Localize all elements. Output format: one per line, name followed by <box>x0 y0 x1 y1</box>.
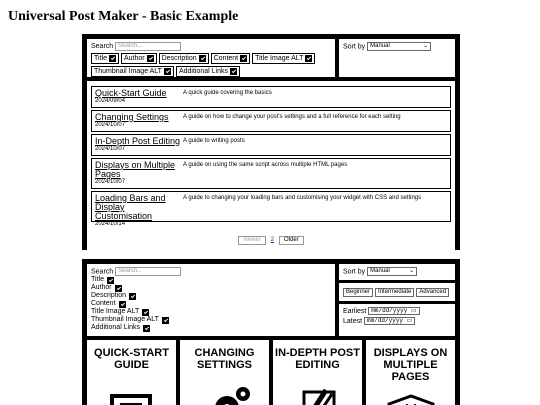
filter-author[interactable]: Author <box>91 284 331 292</box>
date-filter-panel <box>339 304 455 336</box>
checkbox-icon[interactable] <box>240 55 247 62</box>
card-title: IN-DEPTH POST EDITING <box>275 347 360 371</box>
card-title: DISPLAYS ON MULTIPLE PAGES <box>373 347 448 383</box>
filter-title[interactable]: Title <box>91 53 119 64</box>
sort-select[interactable]: Manual ⌄ <box>367 42 431 51</box>
post-description: A guide on how to change your post's settings and a full reference for each setting <box>183 114 401 120</box>
checkbox-icon[interactable] <box>305 55 312 62</box>
filter-title[interactable]: Title <box>91 276 331 284</box>
post-date: 2024/09/04 <box>95 98 126 104</box>
newer-button[interactable]: Newer <box>238 236 265 245</box>
checkbox-icon[interactable] <box>199 55 206 62</box>
post-title-link[interactable]: In-Depth Post Editing <box>95 136 181 146</box>
card-title: CHANGING SETTINGS <box>194 347 255 371</box>
tag-panel <box>339 283 455 301</box>
search-label: Search <box>91 43 114 51</box>
checkbox-icon[interactable] <box>119 301 126 308</box>
filter-chips <box>91 53 331 77</box>
filter-thumbnail-image-alt[interactable]: Thumbnail Image ALT <box>91 316 331 324</box>
checkbox-icon[interactable] <box>230 68 237 75</box>
post-date: 2024/10/07 <box>95 122 126 128</box>
filter-content[interactable]: Content <box>211 53 251 64</box>
pages-icon <box>381 390 441 405</box>
checkbox-icon[interactable] <box>142 309 149 316</box>
checkbox-icon[interactable] <box>147 55 154 62</box>
gear-icon <box>195 382 255 405</box>
sort-panel <box>339 39 455 77</box>
calendar-icon[interactable]: ▭ <box>410 307 417 315</box>
older-button[interactable]: Older <box>279 236 304 245</box>
list-item <box>91 86 451 108</box>
post-card[interactable] <box>366 340 455 405</box>
post-description: A guide to changing your loading bars and customising your widget with CSS and settings <box>183 195 422 201</box>
filter-description[interactable]: Description <box>91 292 331 300</box>
page-number-link[interactable]: 2 <box>270 237 274 243</box>
list-item <box>91 191 451 227</box>
search-panel <box>87 264 335 336</box>
latest-label: Latest <box>343 318 363 325</box>
latest-date-input[interactable]: mm/dd/yyyy ▭ <box>364 317 415 325</box>
chevron-down-icon: ⌄ <box>409 268 415 274</box>
tag-intermediate-button[interactable]: Intermediate <box>375 288 414 297</box>
post-title-link[interactable]: Loading Bars and Display Customisation <box>95 193 166 221</box>
checkbox-icon[interactable] <box>164 68 171 75</box>
checkbox-icon[interactable] <box>143 325 150 332</box>
list-item <box>91 158 451 189</box>
post-title-link[interactable]: Quick-Start Guide <box>95 88 167 98</box>
filter-author[interactable]: Author <box>121 53 157 64</box>
pagination <box>87 233 455 247</box>
post-card[interactable] <box>273 340 362 405</box>
checkbox-icon[interactable] <box>115 285 122 292</box>
list-item <box>91 110 451 132</box>
filter-title-image-alt[interactable]: Title Image ALT <box>252 53 315 64</box>
sort-panel <box>339 264 455 280</box>
search-label: Search <box>91 268 114 276</box>
chevron-down-icon: ⌄ <box>423 43 429 49</box>
filter-additional-links[interactable]: Additional Links <box>91 324 331 332</box>
search-input[interactable]: Search... <box>115 267 181 276</box>
card-title: QUICK-START GUIDE <box>94 347 169 371</box>
sort-label: Sort by <box>343 268 366 276</box>
post-description: A guide to writing posts <box>183 138 245 144</box>
calendar-icon[interactable]: ▭ <box>406 317 413 325</box>
filter-description[interactable]: Description <box>159 53 209 64</box>
filter-additional-links[interactable]: Additional Links <box>176 66 240 77</box>
filter-content[interactable]: Content <box>91 300 331 308</box>
earliest-label: Earliest <box>343 308 367 315</box>
post-description: A guide on using the same script across multiple HTML pages <box>183 162 348 168</box>
checkbox-icon[interactable] <box>129 293 136 300</box>
pencil-icon <box>288 386 348 405</box>
search-input[interactable]: Search... <box>115 42 181 51</box>
post-widget-list <box>82 34 460 250</box>
post-widget-cards <box>82 259 460 405</box>
document-icon <box>102 388 162 405</box>
post-cards <box>87 340 455 405</box>
filter-title-image-alt[interactable]: Title Image ALT <box>91 308 331 316</box>
post-title-link[interactable]: Changing Settings <box>95 112 169 122</box>
list-item <box>91 134 451 156</box>
filter-thumbnail-image-alt[interactable]: Thumbnail Image ALT <box>91 66 174 77</box>
post-card[interactable] <box>180 340 269 405</box>
checkbox-icon[interactable] <box>107 277 114 284</box>
tag-advanced-button[interactable]: Advanced <box>416 288 449 297</box>
sort-select[interactable]: Manual ⌄ <box>367 267 417 276</box>
post-description: A quick guide covering the basics <box>183 90 272 96</box>
search-panel <box>87 39 335 77</box>
sort-label: Sort by <box>343 43 366 51</box>
earliest-date-input[interactable]: mm/dd/yyyy ▭ <box>368 307 419 315</box>
page-title: Universal Post Maker - Basic Example <box>8 9 239 24</box>
tag-beginner-button[interactable]: Beginner <box>343 288 373 297</box>
post-date: 2024/10/14 <box>95 221 126 227</box>
post-date: 2024/10/07 <box>95 146 126 152</box>
checkbox-icon[interactable] <box>109 55 116 62</box>
post-card[interactable] <box>87 340 176 405</box>
post-title-link[interactable]: Displays on Multiple Pages <box>95 160 176 179</box>
post-date: 2024/10/07 <box>95 179 126 185</box>
checkbox-icon[interactable] <box>162 317 169 324</box>
